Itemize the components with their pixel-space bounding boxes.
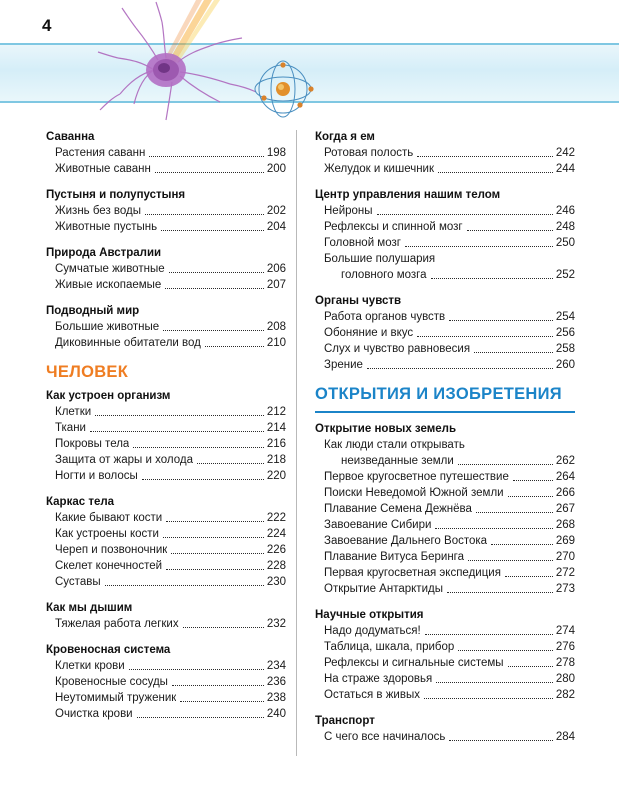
toc-entry-label-continued (324, 267, 575, 283)
toc-entry-label: Зрение (324, 359, 363, 371)
toc-entry-label: Животные пустынь (55, 221, 158, 233)
toc-group-транспорт (315, 714, 575, 745)
toc-group-когда-я-ем (315, 130, 575, 177)
toc-group-природа-австралии (46, 246, 286, 293)
toc-entry[interactable] (46, 510, 286, 526)
toc-entry-label: Плавание Витуса Беринга (324, 551, 465, 563)
toc-entry-label: Головной мозг (324, 237, 401, 249)
toc-dot-leader (377, 213, 553, 215)
toc-dot-leader (491, 543, 553, 545)
toc-entry-label: Первая кругосветная экспедиция (324, 567, 501, 579)
toc-page-number: 232 (266, 618, 286, 630)
toc-page-number: 222 (266, 512, 286, 524)
toc-dot-leader (142, 478, 264, 480)
toc-page-number: 226 (266, 544, 286, 556)
toc-dot-leader (163, 329, 264, 331)
toc-dot-leader (137, 716, 264, 718)
toc-entry[interactable] (315, 203, 575, 219)
toc-page-number: 266 (555, 487, 575, 499)
toc-group-title: Кровеносная система (46, 644, 171, 656)
toc-dot-leader (172, 684, 264, 686)
toc-entry-label: Покровы тела (55, 438, 130, 450)
toc-dot-leader (438, 171, 553, 173)
toc-group-title: Открытие новых земель (315, 423, 457, 435)
toc-dot-leader (133, 446, 264, 448)
toc-entry[interactable] (46, 404, 286, 420)
toc-entry[interactable] (46, 319, 286, 335)
toc-page-number: 264 (555, 471, 575, 483)
toc-entry-label: Защита от жары и холода (55, 454, 193, 466)
toc-dot-leader (513, 479, 553, 481)
toc-entry-label: Рефлексы и сигнальные системы (324, 657, 504, 669)
toc-entry-label: Живые ископаемые (55, 279, 162, 291)
toc-dot-leader (171, 552, 263, 554)
toc-entry-label: Клетки (55, 406, 92, 418)
section-heading-человек: ЧЕЛОВЕК (46, 363, 129, 381)
atom-model-illustration (252, 58, 314, 120)
toc-entry[interactable] (46, 574, 286, 590)
toc-entry-label: Суставы (55, 576, 101, 588)
toc-page-number: 214 (266, 422, 286, 434)
toc-entry-label: Завоевание Дальнего Востока (324, 535, 488, 547)
toc-entry-label: Нейроны (324, 205, 373, 217)
toc-dot-leader (169, 271, 264, 273)
toc-entry-label: Диковинные обитатели вод (55, 337, 201, 349)
toc-entry[interactable] (46, 420, 286, 436)
toc-entry[interactable] (46, 674, 286, 690)
toc-page-number: 200 (266, 163, 286, 175)
toc-group-научные-открытия (315, 608, 575, 703)
toc-group-title: Транспорт (315, 715, 375, 727)
toc-page-number: 252 (555, 269, 575, 281)
toc-dot-leader (417, 335, 553, 337)
toc-group-title: Центр управления нашим телом (315, 189, 501, 201)
toc-dot-leader (424, 697, 553, 699)
toc-entry[interactable] (315, 623, 575, 639)
toc-entry[interactable] (315, 581, 575, 597)
toc-entry-label: Клетки крови (55, 660, 125, 672)
toc-entry-label: Сумчатые животные (55, 263, 165, 275)
toc-entry[interactable] (315, 533, 575, 549)
toc-group-подводный-мир (46, 304, 286, 351)
toc-dot-leader (155, 171, 264, 173)
toc-page-number: 207 (266, 279, 286, 291)
toc-entry-label: Открытие Антарктиды (324, 583, 443, 595)
page-number: 4 (42, 16, 52, 35)
toc-entry[interactable] (46, 436, 286, 452)
toc-page-number: 284 (555, 731, 575, 743)
toc-group-органы-чувств (315, 294, 575, 373)
toc-entry[interactable] (315, 235, 575, 251)
toc-page-number: 242 (555, 147, 575, 159)
toc-dot-leader (166, 568, 264, 570)
toc-entry[interactable] (315, 161, 575, 177)
toc-entry-label: Работа органов чувств (324, 311, 446, 323)
toc-dot-leader (436, 681, 553, 683)
toc-group-как-мы-дышим (46, 601, 286, 632)
toc-dot-leader (449, 319, 553, 321)
toc-dot-leader (405, 245, 553, 247)
toc-dot-leader (90, 430, 264, 432)
toc-page-number: 210 (266, 337, 286, 349)
toc-entry[interactable] (46, 690, 286, 706)
toc-page-number: 248 (555, 221, 575, 233)
toc-entry-label: Завоевание Сибири (324, 519, 432, 531)
toc-page-number: 260 (555, 359, 575, 371)
toc-entry-label: Рефлексы и спинной мозг (324, 221, 463, 233)
toc-page-number: 220 (266, 470, 286, 482)
toc-entry[interactable] (315, 251, 575, 283)
toc-entry[interactable] (315, 729, 575, 745)
toc-entry-label: Растения саванн (55, 147, 146, 159)
toc-entry[interactable] (46, 616, 286, 632)
toc-entry-label: На страже здоровья (324, 673, 433, 685)
toc-entry[interactable] (46, 161, 286, 177)
toc-entry-label: Череп и позвоночник (55, 544, 168, 556)
toc-entry-label: Жизнь без воды (55, 205, 142, 217)
toc-group-title: Органы чувств (315, 295, 402, 307)
toc-dot-leader (435, 527, 552, 529)
toc-dot-leader (417, 155, 553, 157)
toc-page-number: 272 (555, 567, 575, 579)
toc-entry-label: Большие полушария (324, 253, 436, 265)
toc-dot-leader (425, 633, 553, 635)
toc-dot-leader (447, 591, 553, 593)
toc-dot-leader (468, 559, 553, 561)
toc-dot-leader (105, 584, 264, 586)
toc-group-title: Когда я ем (315, 131, 375, 143)
toc-dot-leader (458, 649, 553, 651)
toc-dot-leader (476, 511, 553, 513)
toc-dot-leader (163, 536, 264, 538)
toc-page-number: 270 (555, 551, 575, 563)
toc-dot-leader (197, 462, 264, 464)
toc-page-number: 244 (555, 163, 575, 175)
toc-page-number: 256 (555, 327, 575, 339)
toc-dot-leader (166, 520, 264, 522)
toc-page-number: 234 (266, 660, 286, 672)
toc-entry[interactable] (315, 309, 575, 325)
toc-group-как-устроен-организм (46, 389, 286, 484)
toc-page-number: 238 (266, 692, 286, 704)
toc-group-title: Саванна (46, 131, 95, 143)
toc-page-number: 267 (555, 503, 575, 515)
toc-group-title: Как мы дышим (46, 602, 133, 614)
toc-entry-label: Таблица, шкала, прибор (324, 641, 455, 653)
toc-dot-leader (165, 287, 263, 289)
toc-entry[interactable] (46, 558, 286, 574)
toc-entry-label-line2: головного мозга (341, 269, 427, 281)
toc-page-number: 198 (266, 147, 286, 159)
toc-entry[interactable] (315, 485, 575, 501)
toc-entry-label: Какие бывают кости (55, 512, 163, 524)
toc-dot-leader (474, 351, 553, 353)
toc-page-number: 228 (266, 560, 286, 572)
toc-group-title: Подводный мир (46, 305, 140, 317)
toc-entry[interactable] (315, 517, 575, 533)
toc-entry[interactable] (46, 468, 286, 484)
toc-entry-label: Тяжелая работа легких (55, 618, 179, 630)
toc-dot-leader (505, 575, 553, 577)
toc-page-number: 240 (266, 708, 286, 720)
toc-dot-leader (95, 414, 264, 416)
toc-page-number: 212 (266, 406, 286, 418)
toc-entry-label: Слух и чувство равновесия (324, 343, 471, 355)
toc-page-number: 280 (555, 673, 575, 685)
toc-entry[interactable] (315, 639, 575, 655)
toc-group-центр-управления-нашим-телом (315, 188, 575, 283)
toc-right-column (296, 130, 619, 756)
toc-entry[interactable] (315, 325, 575, 341)
toc-left-column (0, 130, 296, 756)
toc-page-number: 268 (555, 519, 575, 531)
toc-dot-leader (145, 213, 264, 215)
toc-dot-leader (183, 626, 264, 628)
toc-dot-leader (508, 665, 553, 667)
toc-entry-label: Надо додуматься! (324, 625, 421, 637)
toc-dot-leader (431, 277, 553, 279)
toc-page-number: 282 (555, 689, 575, 701)
toc-page-number: 274 (555, 625, 575, 637)
toc-entry-label: Желудок и кишечник (324, 163, 435, 175)
toc-group-кровеносная-система (46, 643, 286, 722)
toc-group-title: Каркас тела (46, 496, 115, 508)
toc-entry-label: Неутомимый труженик (55, 692, 177, 704)
toc-page-number: 218 (266, 454, 286, 466)
toc-group-title: Пустыня и полупустыня (46, 189, 186, 201)
toc-entry[interactable] (315, 219, 575, 235)
toc-page-number: 204 (266, 221, 286, 233)
toc-page-number: 230 (266, 576, 286, 588)
toc-entry[interactable] (46, 542, 286, 558)
toc-entry-label: Очистка крови (55, 708, 133, 720)
toc-group-title: Природа Австралии (46, 247, 162, 259)
toc-page-number: 216 (266, 438, 286, 450)
toc-page-number: 278 (555, 657, 575, 669)
toc-entry[interactable] (46, 277, 286, 293)
toc-entry-label: Как устроены кости (55, 528, 159, 540)
toc-entry-label: Поиски Неведомой Южной земли (324, 487, 504, 499)
toc-page-number: 202 (266, 205, 286, 217)
toc-entry[interactable] (315, 687, 575, 703)
neuron-illustration (92, 0, 262, 128)
toc-dot-leader (449, 739, 552, 741)
toc-entry[interactable] (46, 203, 286, 219)
toc-dot-leader (149, 155, 263, 157)
toc-dot-leader (205, 345, 264, 347)
toc-group-title: Научные открытия (315, 609, 424, 621)
toc-entry[interactable] (46, 706, 286, 722)
toc-page-number: 206 (266, 263, 286, 275)
toc-group-саванна (46, 130, 286, 177)
toc-group-открытие-новых-земель (315, 422, 575, 597)
toc-page-number: 258 (555, 343, 575, 355)
toc-entry[interactable] (315, 145, 575, 161)
toc-group-title: Как устроен организм (46, 390, 171, 402)
section-heading-открытия-и-изобретения: ОТКРЫТИЯ И ИЗОБРЕТЕНИЯ (315, 385, 562, 403)
toc-entry[interactable] (46, 219, 286, 235)
toc-entry-label: Ткани (55, 422, 86, 434)
toc-dot-leader (458, 463, 553, 465)
toc-entry-label: Обоняние и вкус (324, 327, 414, 339)
toc-group-пустыня-и-полупустыня (46, 188, 286, 235)
toc-entry[interactable] (315, 565, 575, 581)
toc-entry[interactable] (315, 671, 575, 687)
toc-entry[interactable] (315, 357, 575, 373)
toc-group-каркас-тела (46, 495, 286, 590)
toc-dot-leader (180, 700, 264, 702)
toc-entry-label: Как люди стали открывать (324, 439, 465, 451)
toc-entry-label: Большие животные (55, 321, 160, 333)
toc-page-number: 269 (555, 535, 575, 547)
toc-entry[interactable] (46, 261, 286, 277)
toc-entry[interactable] (315, 437, 575, 469)
toc-dot-leader (161, 229, 264, 231)
toc-page-number: 236 (266, 676, 286, 688)
toc-page-number: 208 (266, 321, 286, 333)
toc-page-number: 224 (266, 528, 286, 540)
toc-entry-label-continued (324, 453, 575, 469)
toc-page-number: 250 (555, 237, 575, 249)
toc-page-number: 276 (555, 641, 575, 653)
toc-entry-label: Ротовая полость (324, 147, 414, 159)
toc-entry[interactable] (315, 341, 575, 357)
toc-entry-label: Кровеносные сосуды (55, 676, 168, 688)
toc-dot-leader (129, 668, 264, 670)
toc-entry[interactable] (315, 501, 575, 517)
toc-entry[interactable] (46, 526, 286, 542)
toc-entry-label: Остаться в живых (324, 689, 420, 701)
toc-entry-label-line2: неизведанные земли (341, 455, 454, 467)
toc-entry-label: Скелет конечностей (55, 560, 163, 572)
toc-dot-leader (367, 367, 553, 369)
toc-entry[interactable] (315, 469, 575, 485)
toc-entry[interactable] (315, 549, 575, 565)
toc-entry[interactable] (315, 655, 575, 671)
section-heading-rule (315, 411, 575, 413)
toc-dot-leader (467, 229, 553, 231)
toc-page-number: 273 (555, 583, 575, 595)
toc-entry[interactable] (46, 658, 286, 674)
toc-page-number: 246 (555, 205, 575, 217)
toc-columns (0, 130, 619, 756)
toc-entry-label: Ногти и волосы (55, 470, 138, 482)
toc-entry-label: Животные саванн (55, 163, 151, 175)
page-header (0, 0, 619, 130)
toc-entry[interactable] (46, 335, 286, 351)
toc-entry-label: Плавание Семена Дежнёва (324, 503, 472, 515)
toc-entry-label: Первое кругосветное путешествие (324, 471, 509, 483)
toc-entry-label: С чего все начиналось (324, 731, 446, 743)
toc-page-number: 254 (555, 311, 575, 323)
toc-entry[interactable] (46, 145, 286, 161)
toc-entry[interactable] (46, 452, 286, 468)
toc-dot-leader (508, 495, 553, 497)
toc-page-number: 262 (555, 455, 575, 467)
